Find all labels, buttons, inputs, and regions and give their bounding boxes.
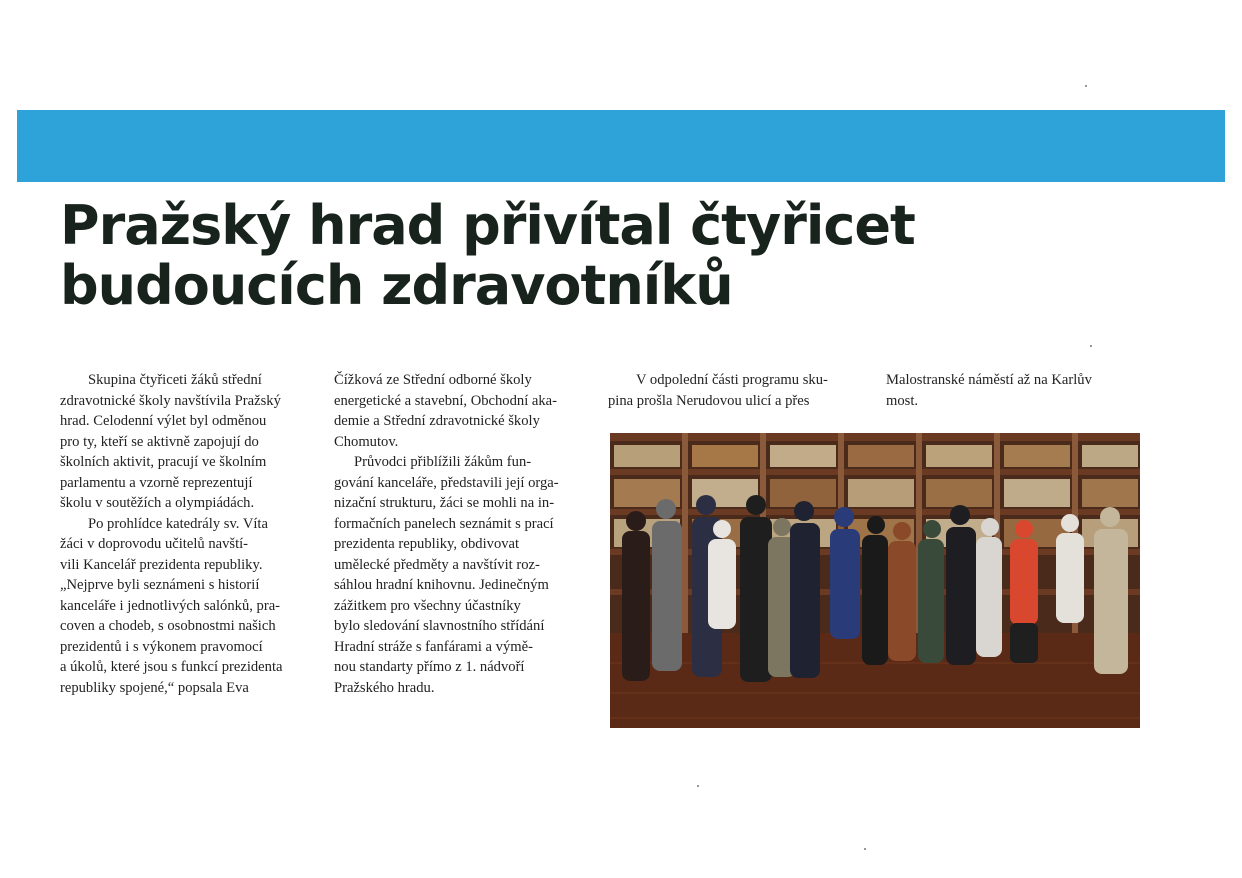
text-line: prezidentů i s výkonem pravomocí [60, 638, 263, 655]
text-line: vili Kancelář prezidenta republiky. [60, 556, 263, 573]
text-line: školu v soutěžích a olympiádách. [60, 495, 255, 511]
scan-speck [1090, 345, 1092, 347]
text-line: formačních panelech seznámit s prací [334, 515, 554, 532]
article-column-4 [886, 370, 1146, 411]
article-column-2 [334, 370, 596, 698]
text-line: parlamentu a vzorně reprezentují [60, 474, 253, 491]
text-line: „Nejprve byli seznámeni s historií [60, 577, 260, 593]
headline-line-1: Pražský hrad přivítal čtyřicet [60, 194, 915, 257]
text-line: sáhlou hradní knihovnu. Jedinečným [334, 577, 549, 593]
text-line: energetické a stavební, Obchodní aka- [334, 392, 558, 409]
text-line: nou standarty přímo z 1. nádvoří [334, 659, 525, 675]
text-line: gování kanceláře, představili její orga- [334, 474, 559, 491]
text-line: zdravotnické školy navštívila Pražský [60, 392, 281, 409]
text-line: Pražského hradu. [334, 679, 435, 696]
text-line: zážitkem pro všechny účastníky [334, 597, 521, 614]
scan-speck [864, 848, 866, 850]
text-line: umělecké předměty a navštívit roz- [334, 556, 540, 573]
text-line: pro ty, kteří se aktivně zapojují do [60, 433, 259, 450]
text-line: pina prošla Nerudovou ulicí a přes [608, 392, 810, 409]
text-line: žáci v doprovodu učitelů navští- [60, 536, 249, 552]
group-photo [610, 433, 1140, 728]
text-line: prezidenta republiky, obdivovat [334, 536, 520, 552]
text-line: nizační strukturu, žáci se mohli na in- [334, 495, 555, 511]
text-line: a úkolů, které jsou s funkcí prezidenta [60, 659, 283, 675]
text-line: coven a chodeb, s osobnostmi našich [60, 618, 276, 634]
text-line: kanceláře i jednotlivých salónků, pra- [60, 597, 281, 614]
text-line: Čížková ze Střední odborné školy [334, 372, 532, 388]
text-line: Po prohlídce katedrály sv. Víta [88, 515, 268, 532]
text-line: Skupina čtyřiceti žáků střední [88, 372, 262, 388]
text-line: Chomutov. [334, 433, 399, 450]
headline-line-2: budoucích zdravotníků [60, 254, 733, 317]
text-line: republiky spojené,“ popsala Eva [60, 679, 249, 696]
scan-speck [697, 785, 699, 787]
article-headline [60, 196, 1160, 316]
text-line: Průvodci přiblížili žákům fun- [354, 454, 532, 470]
text-line: V odpolední části programu sku- [636, 372, 828, 388]
header-color-band [17, 110, 1225, 182]
article-column-1 [60, 370, 320, 698]
text-line: hrad. Celodenní výlet byl odměnou [60, 413, 267, 429]
text-line: bylo sledování slavnostního střídání [334, 618, 545, 634]
text-line: Malostranské náměstí až na Karlův [886, 372, 1092, 388]
text-line: Hradní stráže s fanfárami a výmě- [334, 638, 533, 655]
text-line: demie a Střední zdravotnické školy [334, 413, 540, 429]
article-column-3 [608, 370, 868, 411]
scan-speck [1085, 85, 1087, 87]
text-line: školních aktivit, pracují ve školním [60, 454, 267, 470]
text-line: most. [886, 392, 919, 409]
group-photo-icon [610, 433, 1140, 728]
